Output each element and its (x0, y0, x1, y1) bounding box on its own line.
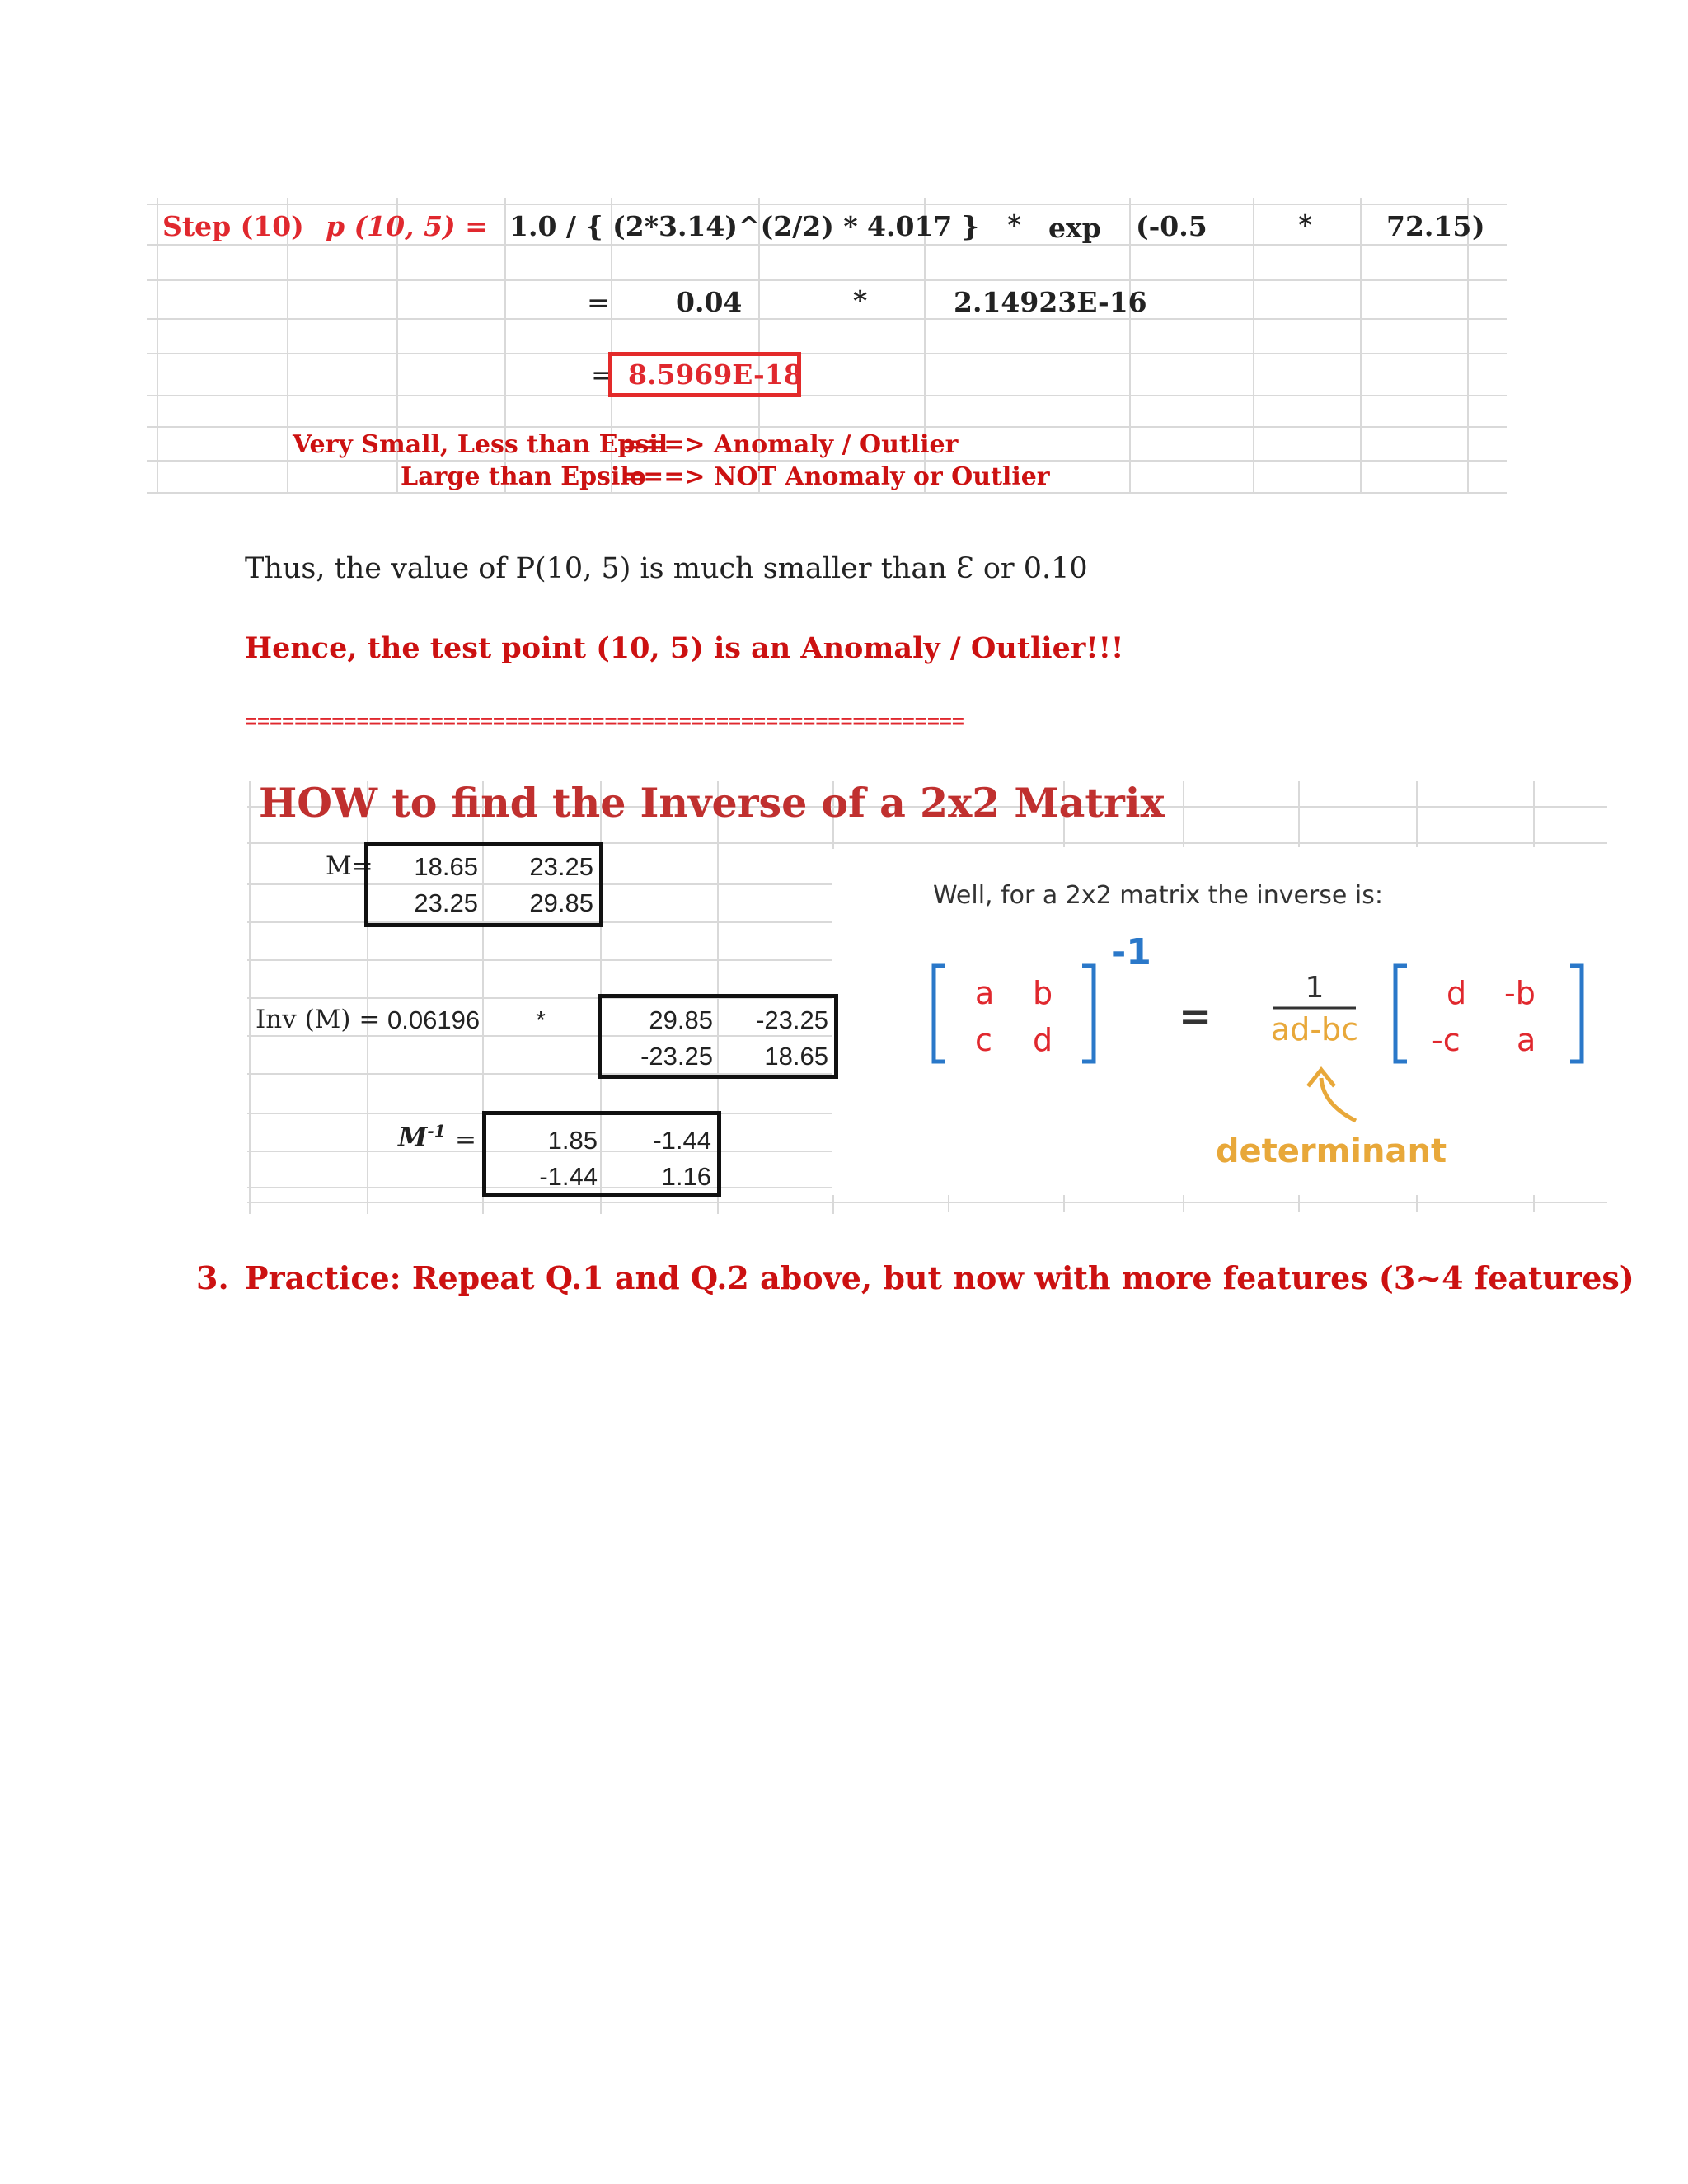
formula-mc: -c (1432, 1022, 1461, 1058)
adj-cell: -23.25 (640, 1042, 713, 1071)
m-label: M= (326, 851, 373, 881)
practice-text: Practice: Repeat Q.1 and Q.2 above, but now with more features (3~4 features) (245, 1259, 1634, 1296)
minv-cell: -1.44 (653, 1126, 711, 1155)
formula-exp: -1 (1111, 931, 1151, 973)
p-label: p (10, 5) = (326, 210, 488, 242)
formula-mb: -b (1504, 975, 1536, 1011)
formula-text: 1.0 / { (2*3.14)^(2/2) * 4.017 } (509, 210, 980, 242)
result-value: 8.5969E-18 (628, 359, 803, 391)
formula-d: d (1033, 1022, 1053, 1058)
star-3: * (853, 284, 868, 316)
inv-label: Inv (M) = (256, 1005, 381, 1034)
formula-a: a (975, 975, 995, 1011)
bracket-right-open (1395, 966, 1407, 1062)
inverse-title: HOW to find the Inverse of a 2x2 Matrix (259, 779, 1165, 827)
value-72-15: 72.15 (1386, 210, 1472, 242)
minv-eq: = (455, 1125, 476, 1155)
bracket-right-close (1570, 966, 1582, 1062)
minv-label (398, 1122, 446, 1151)
formula-a2: a (1517, 1022, 1536, 1058)
neg-half: (-0.5 (1136, 210, 1207, 242)
close-paren: ) (1472, 210, 1485, 242)
well-text: Well, for a 2x2 matrix the inverse is: (933, 881, 1383, 910)
formula-eq: = (1179, 994, 1212, 1040)
adj-cell: 29.85 (649, 1005, 713, 1034)
minv-cell: -1.44 (539, 1162, 598, 1191)
minv-cell: 1.85 (547, 1126, 598, 1155)
minv-exp: -1 (427, 1121, 446, 1141)
formula-one: 1 (1305, 971, 1325, 1005)
bracket-left-close (1082, 966, 1094, 1062)
inv-star: * (536, 1005, 546, 1034)
anomaly-arrow: ===> Anomaly / Outlier (622, 430, 959, 459)
formula-adbc: ad-bc (1270, 1011, 1359, 1047)
conclusion-line: Thus, the value of P(10, 5) is much smaller than Ɛ or 0.10 (245, 552, 1088, 585)
star-2: * (1298, 209, 1313, 241)
bracket-left-open (934, 966, 945, 1062)
value-2-149e-16: 2.14923E-16 (954, 286, 1147, 318)
eq-2: = (591, 359, 614, 391)
adj-cell: 18.65 (764, 1042, 828, 1071)
value-0-04: 0.04 (676, 286, 743, 318)
det-inverse: 0.06196 (387, 1005, 481, 1034)
m-cell: 23.25 (414, 888, 478, 917)
hence-line: Hence, the test point (10, 5) is an Anomaly / Outlier!!! (245, 631, 1124, 665)
separator-line: ========================================================== (245, 709, 964, 733)
m-cell: 29.85 (529, 888, 593, 917)
eq-1: = (587, 286, 610, 318)
very-small-label: Very Small, Less than Epsil (293, 430, 668, 459)
exp-label: exp (1048, 212, 1101, 244)
minv-m: M (398, 1121, 428, 1153)
m-cell: 23.25 (529, 852, 593, 881)
determinant-label: determinant (1215, 1132, 1447, 1170)
large-than-label: Large than Epsilo (401, 462, 646, 491)
arrow-icon (1321, 1078, 1356, 1121)
inverse-formula-graphic (927, 923, 1603, 1187)
formula-b: b (1033, 975, 1053, 1011)
adj-cell: -23.25 (756, 1005, 828, 1034)
star-1: * (1007, 209, 1022, 241)
not-anomaly-arrow: ===> NOT Anomaly or Outlier (622, 462, 1050, 491)
formula-c: c (975, 1022, 992, 1058)
step-label: Step (10) (162, 210, 304, 242)
minv-cell: 1.16 (661, 1162, 711, 1191)
m-cell: 18.65 (414, 852, 478, 881)
formula-d2: d (1447, 975, 1467, 1011)
practice-number: 3. (196, 1259, 229, 1296)
